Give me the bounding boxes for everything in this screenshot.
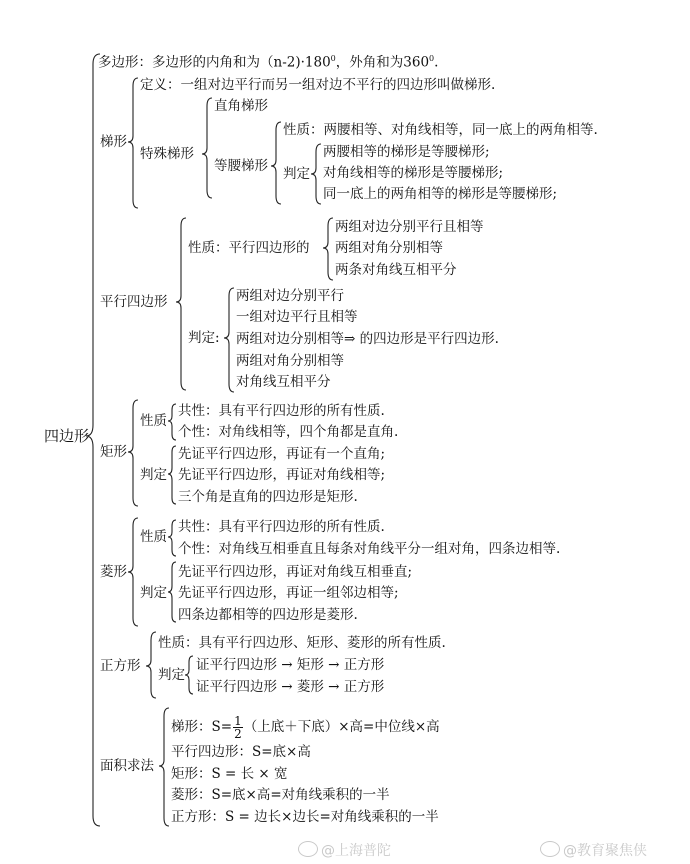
polygon-line [98,50,438,72]
polygon-degree-1: 0 [330,54,336,63]
rectangle-judge-item: 三个角是直角的四边形是矩形. [178,489,358,505]
area-brace [159,708,169,826]
isosceles-brace [271,122,281,204]
polygon-dot: . [434,54,439,71]
parallelogram-judge-item: 两组对边分别平行 [236,288,344,304]
square-property: 性质：具有平行四边形、矩形、菱形的所有性质. [158,635,446,651]
special-trapezoid-label: 特殊梯形 [140,146,194,162]
parallelogram-judge-row [236,330,499,348]
isosceles-judge-label: 判定 [283,166,310,182]
rhombus-judge-brace [168,562,176,622]
isosceles-trapezoid-label: 等腰梯形 [214,158,268,174]
rectangle-brace [128,400,138,506]
polygon-text-a: 多边形：多边形的内角和为（n-2)·180 [98,54,331,71]
area-rectangle: 矩形：S = 长 × 宽 [171,766,288,782]
isosceles-judge-item: 两腰相等的梯形是等腰梯形; [323,144,490,160]
parallelogram-property-item: 两组对角分别相等 [335,240,443,256]
area-trapezoid-suffix: （上底＋下底）×高=中位线×高 [243,719,440,735]
isosceles-judge-item: 同一底上的两角相等的梯形是等腰梯形; [323,186,558,202]
area-rhombus: 菱形：S=底×高=对角线乘积的一半 [171,787,390,803]
parallelogram-property-item: 两条对角线互相平分 [335,262,457,278]
rhombus-label: 菱形 [100,564,127,580]
parallelogram-property-prefix: 性质：平行四边形的 [188,240,310,256]
rectangle-property-label: 性质 [140,413,167,429]
watermark-text: @上海普陀 [321,843,391,859]
watermark-text: @教育聚焦侠 [563,843,647,859]
weibo-icon [298,841,318,857]
parallelogram-brace [176,218,186,390]
parallelogram-judge-label: 判定: [188,330,220,346]
trapezoid-label: 梯形 [100,134,127,150]
area-square: 正方形：S = 边长×边长=对角线乘积的一半 [171,809,439,825]
polygon-text-b: ，外角和为360 [335,54,430,71]
isosceles-judge-brace [311,144,321,204]
square-judge-item: 证平行四边形 → 菱形 → 正方形 [196,679,385,695]
rectangle-judge-brace [168,446,176,504]
isosceles-judge-item: 对角线相等的梯形是等腰梯形; [323,165,504,181]
rectangle-common: 共性：具有平行四边形的所有性质. [178,403,385,419]
root-label: 四边形 [44,427,90,445]
parallelogram-judge-item: 对角线互相平分 [236,374,331,390]
rectangle-label: 矩形 [100,444,127,460]
area-label: 面积求法 [100,758,154,774]
rhombus-judge-item: 先证平行四边形，再证一组邻边相等; [178,585,399,601]
parallelogram-property-item: 两组对边分别平行且相等 [335,219,484,235]
polygon-degree-2: 0 [429,54,435,63]
area-trapezoid [171,712,440,742]
rhombus-judge-label: 判定 [140,585,167,601]
rhombus-judge-item: 先证平行四边形，再证对角线互相垂直; [178,564,413,580]
rhombus-judge-item: 四条边都相等的四边形是菱形. [178,607,358,623]
square-judge-brace [185,656,193,694]
square-judge-item: 证平行四边形 → 矩形 → 正方形 [196,657,385,673]
watermark-right [540,840,647,860]
rectangle-judge-item: 先证平行四边形，再证对角线相等; [178,467,386,483]
area-trapezoid-prefix: 梯形：S= [171,719,233,735]
special-trapezoid-brace [202,98,212,198]
rectangle-judge-item: 先证平行四边形，再证有一个直角; [178,446,386,462]
fraction-denominator: 2 [234,727,242,741]
parallelogram-label: 平行四边形 [100,294,168,310]
square-brace [146,632,156,698]
square-judge-label: 判定 [158,667,185,683]
rhombus-property-label: 性质 [140,529,167,545]
parallelogram-judge-item: 两组对边分别相等 [236,331,344,347]
rhombus-individual: 个性：对角线互相垂直且每条对角线平分一组对角，四条边相等. [178,541,561,557]
parallelogram-judge-brace [224,288,234,392]
weibo-icon [540,841,560,857]
isosceles-property: 性质：两腰相等、对角线相等，同一底上的两角相等. [283,122,598,138]
trapezoid-brace [128,78,138,208]
fraction-numerator: 1 [234,714,242,728]
parallelogram-judge-item: 两组对角分别相等 [236,353,344,369]
parallelogram-judge-item: 一组对边平行且相等 [236,309,358,325]
rhombus-property-brace [168,520,176,556]
rectangle-property-brace [168,404,176,440]
rectangle-judge-label: 判定 [140,467,167,483]
parallelogram-property-brace [323,218,333,280]
parallelogram-judge-suffix: ⇒ 的四边形是平行四边形. [344,331,499,347]
trapezoid-definition: 定义：一组对边平行而另一组对边不平行的四边形叫做梯形. [140,77,496,93]
area-parallelogram: 平行四边形：S=底×高 [171,744,311,760]
rhombus-common: 共性：具有平行四边形的所有性质. [178,519,385,535]
right-trapezoid: 直角梯形 [214,98,268,114]
watermark-left [298,840,391,860]
rectangle-individual: 个性：对角线相等，四个角都是直角. [178,424,399,440]
area-trapezoid-fraction [233,715,243,740]
rhombus-brace [128,518,138,626]
square-label: 正方形 [100,658,141,674]
